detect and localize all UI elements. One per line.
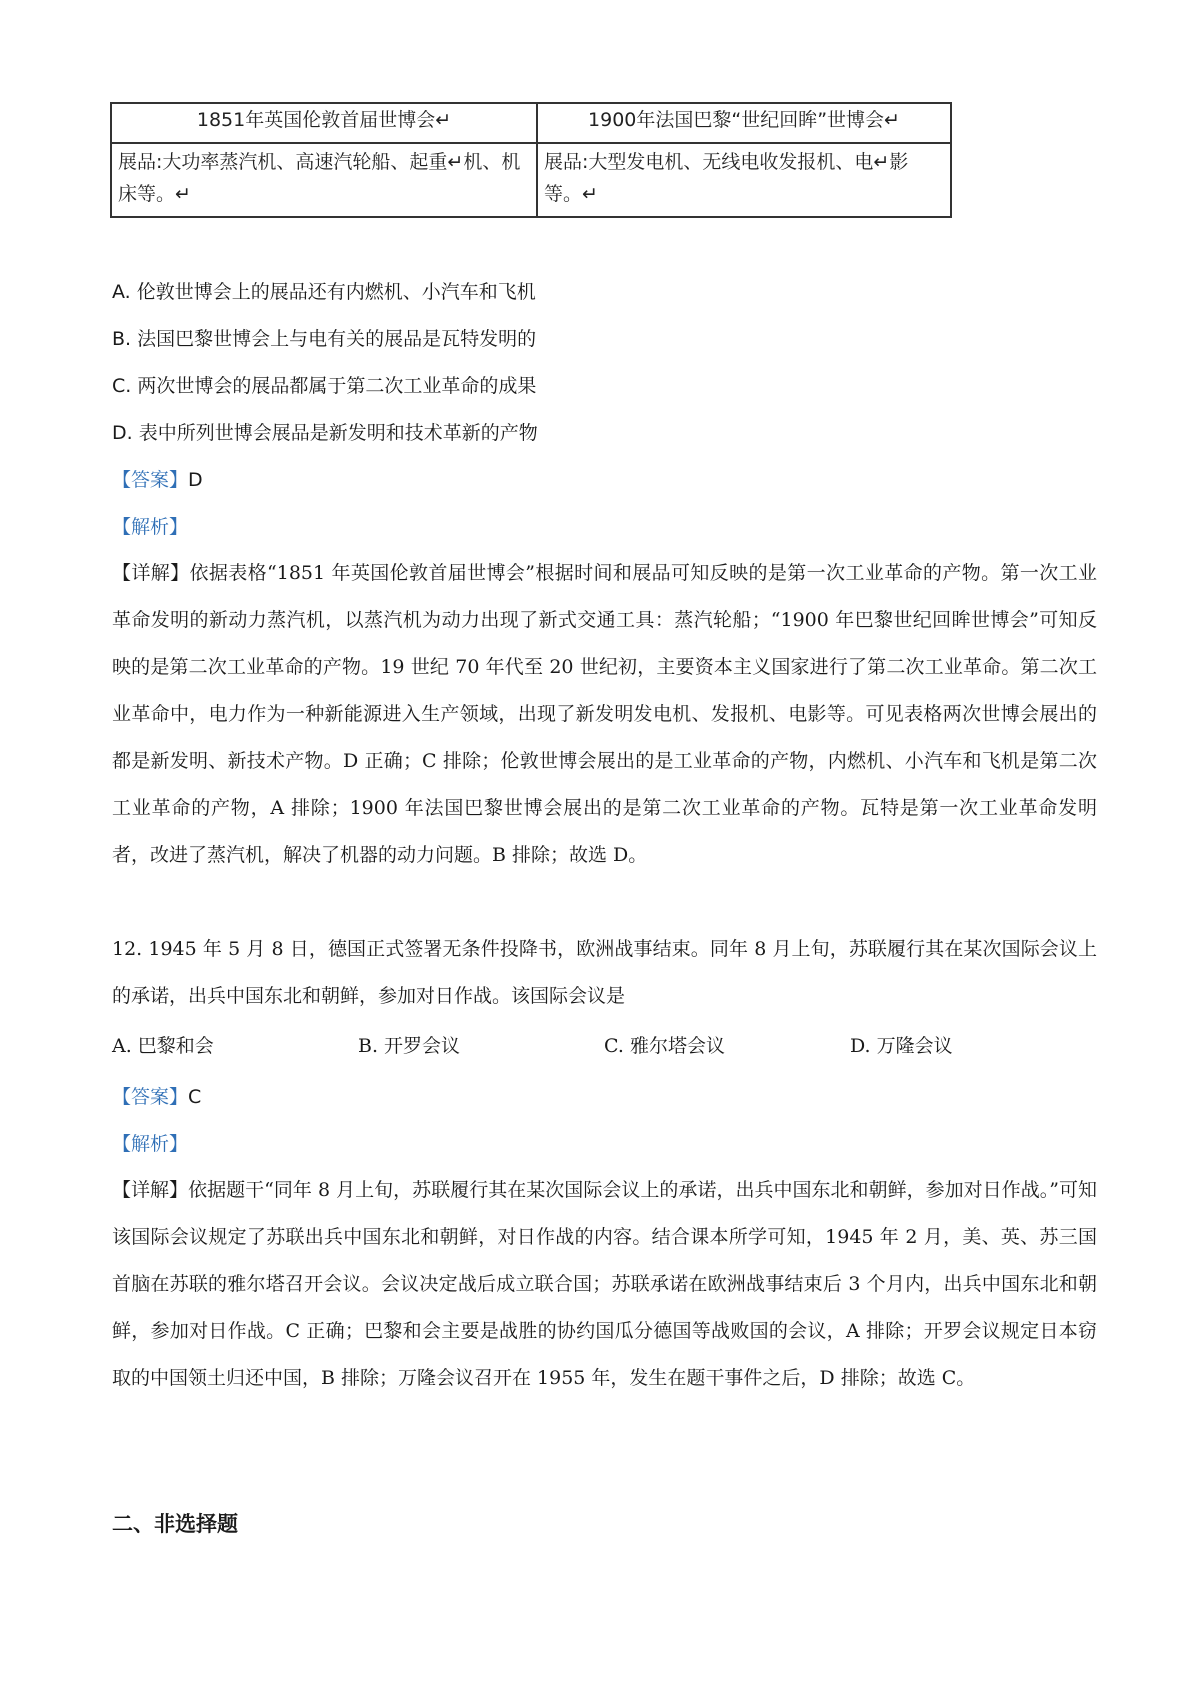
q12-options (112, 1032, 1097, 1060)
q11-answer-label: 【答案】 (112, 469, 189, 491)
q11-detail-text: 依据表格“1851 年英国伦敦首届世博会”根据时间和展品可知反映的是第一次工业革命的产物。第一次工业革命发明的新动力蒸汽机，以蒸汽机为动力出现了新式交通工具：蒸汽轮船；“1900 年巴黎世纪回眸世博会”可知反映的是第二次工业革命的产物。19 世纪 70 年代至 20 世纪初，主要资本主义国家进行了第二次工业革命。第二次工业革命中，电力作为一种新能源进入生产领域，出现了新发明发电机、发报机、电影等。可见表格两次世博会展出的都是新发明、新技术产物。D 正确；C 排除；伦敦世博会展出的是工业革命的产物，内燃机、小汽车和飞机是第二次工业革命的产物，A 排除；1900 年法国巴黎世博会展出的是第二次工业革命的产物。瓦特是第一次工业革命发明者，改进了蒸汽机，解决了机器的动力问题。B 排除；故选 D。 (112, 562, 1097, 866)
q12-answer-value: C (188, 1086, 202, 1108)
table-header-row (111, 103, 951, 143)
q11-option-c: C. 两次世博会的展品都属于第二次工业革命的成果 (112, 375, 537, 397)
q12-answer-label: 【答案】 (112, 1086, 189, 1108)
q12-analysis-label: 【解析】 (112, 1133, 189, 1155)
q11-option-b: B. 法国巴黎世博会上与电有关的展品是瓦特发明的 (112, 328, 537, 350)
q12-detail-text: 依据题干“同年 8 月上旬，苏联履行其在某次国际会议上的承诺，出兵中国东北和朝鲜，参加对日作战。”可知该国际会议规定了苏联出兵中国东北和朝鲜，对日作战的内容。结合课本所学可知，1945 年 2 月，美、英、苏三国首脑在苏联的雅尔塔召开会议。会议决定战后成立联合国；苏联承诺在欧洲战事结束后 3 个月内，出兵中国东北和朝鲜，参加对日作战。C 正确；巴黎和会主要是战胜的协约国瓜分德国等战败国的会议，A 排除；开罗会议规定日本窃取的中国领土归还中国，B 排除；万隆会议召开在 1955 年，发生在题干事件之后，D 排除；故选 C。 (112, 1179, 1097, 1389)
table-cell-paris-exhibits: 展品:大型发电机、无线电收发报机、电↵影等。↵ (537, 143, 951, 217)
table-header-london: 1851年英国伦敦首届世博会↵ (111, 103, 537, 143)
q11-detail-label: 【详解】 (112, 562, 190, 584)
q11-detail (112, 550, 1097, 879)
q11-option-a: A. 伦敦世博会上的展品还有内燃机、小汽车和飞机 (112, 281, 536, 303)
table-cell-london-exhibits: 展品:大功率蒸汽机、高速汽轮船、起重↵机、机床等。↵ (111, 143, 537, 217)
q12-detail (112, 1167, 1097, 1402)
q11-answer-value: D (188, 469, 203, 491)
q12-option-b: B. 开罗会议 (358, 1035, 461, 1057)
exhibit-table (110, 102, 952, 218)
q12-stem: 12. 1945 年 5 月 8 日，德国正式签署无条件投降书，欧洲战事结束。同年 8 月上旬，苏联履行其在某次国际会议上的承诺，出兵中国东北和朝鲜，参加对日作战。该国际会议是 (112, 938, 1097, 1007)
table-header-paris: 1900年法国巴黎“世纪回眸”世博会↵ (537, 103, 951, 143)
q12-option-a: A. 巴黎和会 (112, 1035, 214, 1057)
q11-answer (112, 466, 203, 494)
q12-option-c: C. 雅尔塔会议 (604, 1035, 725, 1057)
q11-analysis-label: 【解析】 (112, 516, 189, 538)
q12-detail-label: 【详解】 (112, 1179, 189, 1201)
section-title-non-choice: 二、非选择题 (112, 1512, 238, 1536)
table-row (111, 143, 951, 217)
q11-option-d: D. 表中所列世博会展品是新发明和技术革新的产物 (112, 422, 538, 444)
q12-answer (112, 1083, 201, 1111)
q12-option-d: D. 万隆会议 (850, 1035, 953, 1057)
